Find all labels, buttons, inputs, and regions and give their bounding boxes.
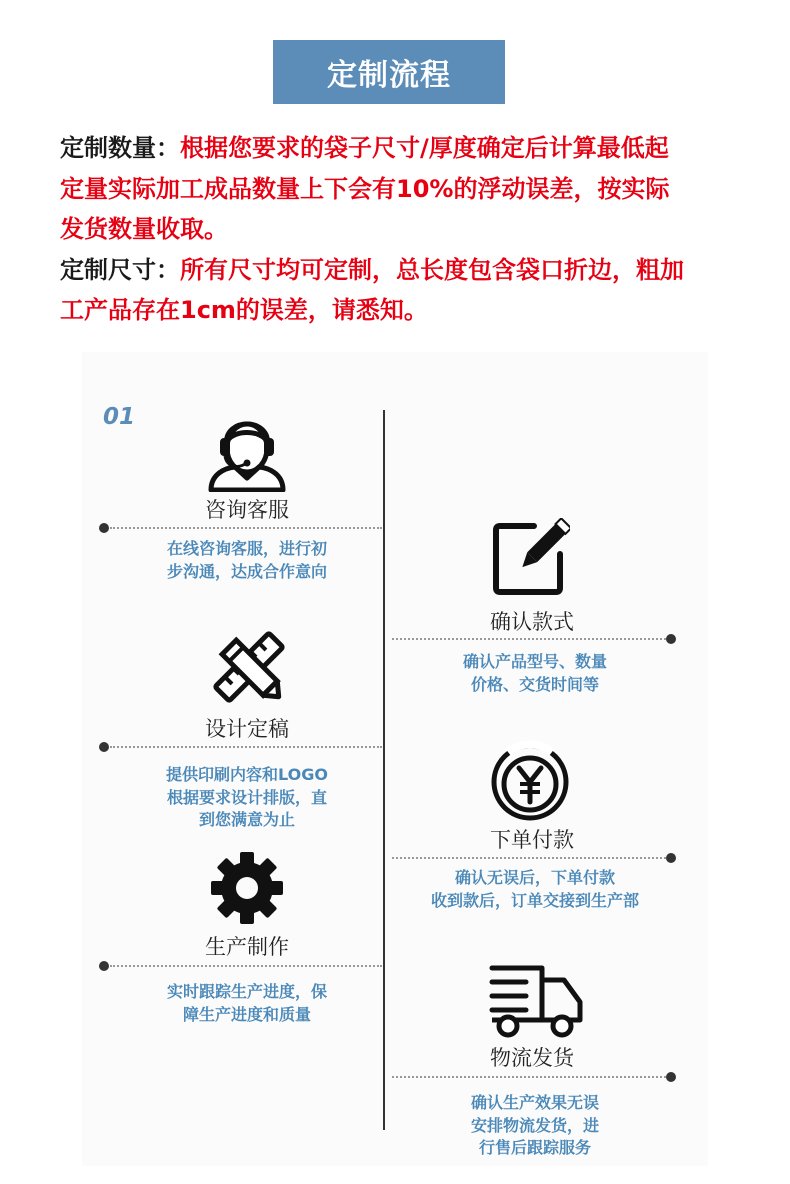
dotted-connector <box>110 527 382 529</box>
step-title-payment: 下单付款 <box>490 828 574 852</box>
timeline-axis <box>383 410 385 1130</box>
step-desc-design: 提供印刷内容和LOGO 根据要求设计排版，直 到您满意为止 <box>166 765 328 829</box>
gear-icon <box>209 850 285 930</box>
dotted-connector <box>392 1076 666 1078</box>
step-desc-production: 实时跟踪生产进度，保 障生产进度和质量 <box>166 982 327 1024</box>
size-line-1: 定制尺寸：所有尺寸均可定制，总长度包含袋口折边，粗加 <box>60 255 684 284</box>
step-desc-payment: 确认无误后，下单付款 收到款后，订单交接到生产部 <box>430 868 639 910</box>
step-title-confirm-style: 确认款式 <box>490 610 574 634</box>
size-label: 定制尺寸： <box>60 255 180 284</box>
timeline-dot <box>666 1072 676 1082</box>
timeline-dot <box>99 523 109 533</box>
step-desc-confirm-style: 确认产品型号、数量 价格、交货时间等 <box>462 652 607 694</box>
step-title-consult: 咨询客服 <box>205 498 289 522</box>
yen-coin-icon <box>488 740 572 828</box>
dotted-connector <box>392 857 666 859</box>
flow-diagram-background <box>82 352 708 1166</box>
intro-text <box>60 128 750 331</box>
quantity-label: 定制数量： <box>60 134 180 162</box>
step-desc-consult: 在线咨询客服，进行初 步沟通，达成合作意向 <box>166 539 327 581</box>
pencil-ruler-icon <box>207 625 291 713</box>
step-title-design: 设计定稿 <box>205 717 289 741</box>
timeline-dot <box>99 742 109 752</box>
timeline-dot <box>666 634 676 644</box>
customer-service-icon <box>205 404 289 496</box>
timeline-dot <box>666 853 676 863</box>
page-title: 定制流程 <box>273 40 505 104</box>
timeline-dot <box>99 961 109 971</box>
step-title-shipping: 物流发货 <box>490 1046 574 1070</box>
dotted-connector <box>392 638 666 640</box>
quantity-line-3: 发货数量收取。 <box>60 215 228 243</box>
delivery-truck-icon <box>486 958 586 1044</box>
flow-number: 01 <box>103 404 136 430</box>
dotted-connector <box>110 746 382 748</box>
size-line-2: 工产品存在1cm的误差，请悉知。 <box>60 296 428 324</box>
quantity-line-1: 定制数量：根据您要求的袋子尺寸/厚度确定后计算最低起 <box>60 134 669 162</box>
edit-pen-icon <box>490 518 570 604</box>
step-desc-shipping: 确认生产效果无误 安排物流发货，进 行售后跟踪服务 <box>470 1093 599 1157</box>
step-title-production: 生产制作 <box>205 935 289 959</box>
dotted-connector <box>110 965 382 967</box>
quantity-line-2: 定量实际加工成品数量上下会有10%的浮动误差，按实际 <box>60 174 670 203</box>
